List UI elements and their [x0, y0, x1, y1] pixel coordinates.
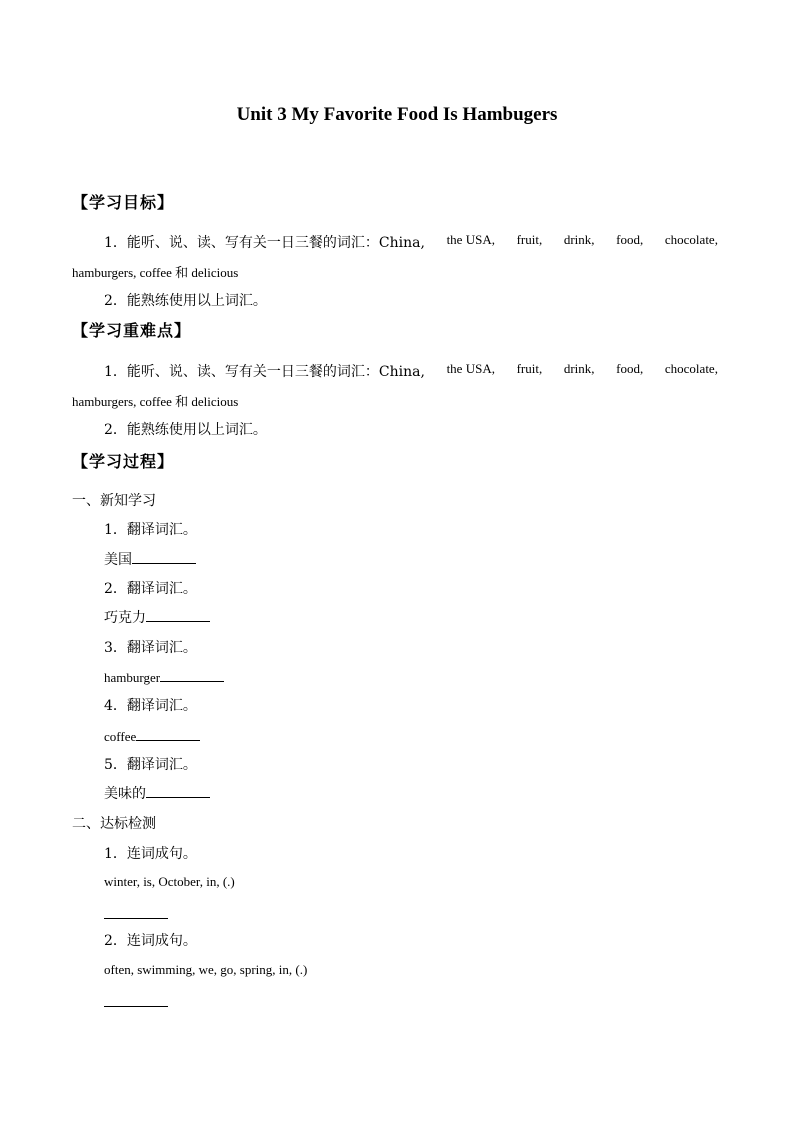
exercise-instruction: 2．连词成句。 [104, 933, 197, 949]
key-points-item-1-line-1 [104, 361, 718, 381]
goals-item-1-word: chocolate, [664, 232, 718, 247]
exercise-word-line [104, 727, 200, 745]
exercise-word-line [104, 549, 196, 569]
exercise-instruction: 5．翻译词汇。 [104, 757, 197, 773]
answer-blank[interactable] [146, 608, 210, 622]
goals-item-1-word: fruit, [516, 232, 543, 247]
exercise-word-line [104, 668, 224, 686]
exercise-instruction: 4．翻译词汇。 [104, 698, 197, 714]
answer-blank[interactable] [104, 917, 168, 919]
section-heading-goals: 【学习目标】 [72, 193, 175, 212]
exercise-word: 美味的 [104, 786, 146, 802]
key-points-item-1-word: food, [616, 361, 644, 376]
exercise-instruction: 3．翻译词汇。 [104, 640, 197, 656]
goals-item-1-word: drink, [563, 232, 595, 247]
key-points-item-1-word: the USA, [446, 361, 495, 376]
exercise-instruction: 1．翻译词汇。 [104, 522, 197, 538]
goals-item-1-line-1 [104, 232, 718, 252]
exercise-word: 美国 [104, 552, 132, 568]
exercise-word-line [104, 607, 210, 627]
answer-blank[interactable] [104, 1005, 168, 1007]
scrambled-words: winter, is, October, in, (.) [104, 874, 235, 889]
part-1-title: 一、新知学习 [72, 493, 156, 509]
answer-blank[interactable] [160, 668, 224, 682]
key-points-item-1-word: fruit, [516, 361, 543, 376]
scrambled-words: often, swimming, we, go, spring, in, (.) [104, 962, 308, 977]
exercise-word: hamburger [104, 670, 161, 685]
goals-item-1-line-2: hamburgers, coffee 和 delicious [72, 265, 239, 280]
key-points-item-1-line-2: hamburgers, coffee 和 delicious [72, 394, 239, 409]
answer-blank[interactable] [132, 550, 196, 564]
exercise-word-line [104, 783, 210, 803]
goals-item-2: 2．能熟练使用以上词汇。 [104, 293, 267, 309]
section-heading-key-points: 【学习重难点】 [72, 321, 192, 340]
exercise-word: coffee [104, 729, 137, 744]
answer-blank[interactable] [136, 727, 200, 741]
answer-blank[interactable] [146, 784, 210, 798]
key-points-item-1-word: drink, [563, 361, 595, 376]
goals-item-1-word: food, [616, 232, 644, 247]
key-points-item-1-prefix: 1．能听、说、读、写有关一日三餐的词汇：China, [104, 364, 425, 380]
exercise-instruction: 2．翻译词汇。 [104, 581, 197, 597]
exercise-instruction: 1．连词成句。 [104, 846, 197, 862]
section-heading-process: 【学习过程】 [72, 452, 175, 471]
exercise-word: 巧克力 [104, 610, 146, 626]
key-points-item-1-word: chocolate, [664, 361, 718, 376]
page-title: Unit 3 My Favorite Food Is Hambugers [236, 104, 558, 125]
goals-item-1-prefix: 1．能听、说、读、写有关一日三餐的词汇：China, [104, 235, 425, 251]
part-2-title: 二、达标检测 [72, 816, 156, 832]
key-points-item-2: 2．能熟练使用以上词汇。 [104, 422, 267, 438]
goals-item-1-word: the USA, [446, 232, 495, 247]
